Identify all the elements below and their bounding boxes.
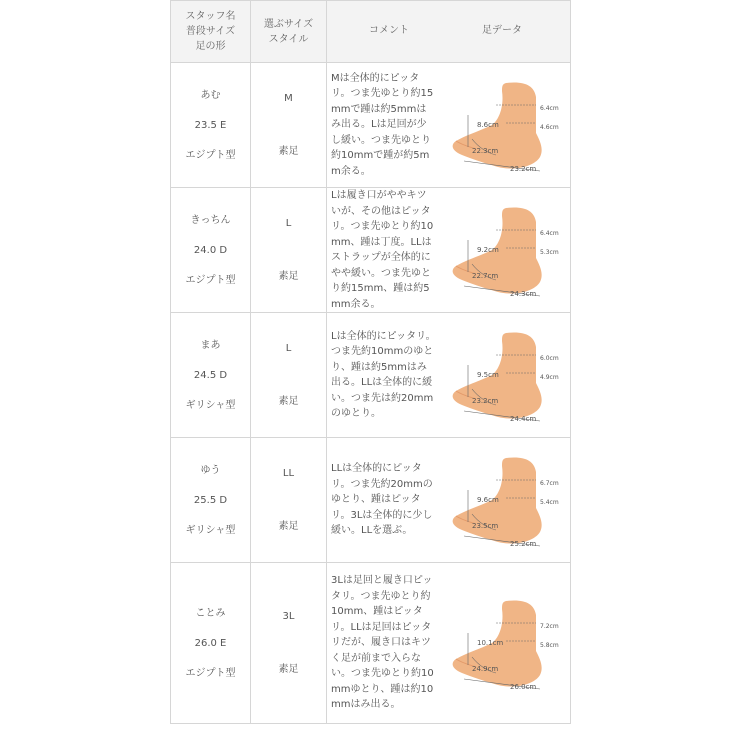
foot-length-value: 25.2cm [510, 540, 537, 548]
foot-height-value: 10.1cm [477, 639, 504, 647]
foot-toe-value: 6.0cm [540, 355, 559, 362]
staff-row [171, 313, 571, 438]
foot-instep-value: 4.6cm [540, 124, 559, 131]
usual-size: 25.5 D [193, 494, 228, 506]
usual-size: 24.0 D [193, 244, 228, 256]
foot-toe-value: 6.4cm [540, 105, 559, 112]
foot-shape: エジプト型 [185, 667, 236, 679]
style-label: 素足 [278, 396, 299, 407]
chosen-size: L [285, 218, 292, 229]
fit-comment: Lは全体的にピッタリ。つま先約10mmのゆとり、踵は約5mmはみ出る。LLは全体的に緩い。つま先は約20mmのゆとり。 [331, 330, 436, 419]
foot-width-value: 24.9cm [472, 665, 499, 673]
foot-width-value: 22.7cm [472, 272, 499, 280]
foot-instep-value: 5.4cm [540, 499, 559, 506]
foot-height-value: 8.6cm [477, 121, 499, 129]
fit-comment: Lは履き口がややキツいが、その他はピッタリ。つま先ゆとり約10mm、踵は丁度。LLはストラップが全体的にやや緩い。つま先ゆとり約15mm、踵は約5mm余る。 [331, 190, 434, 310]
staff-cell [171, 438, 251, 563]
foot-measure-diagram [436, 450, 570, 550]
foot-illustration [436, 200, 570, 300]
header-size-style: 選ぶサイズ スタイル [251, 1, 327, 63]
foot-illustration [436, 450, 570, 550]
table-header-row [171, 1, 571, 63]
style-label: 素足 [278, 271, 299, 282]
chosen-size: M [284, 93, 293, 104]
usual-size: 23.5 E [194, 119, 227, 131]
style-label: 素足 [278, 664, 299, 675]
header-foot-data: 足データ [482, 25, 522, 36]
size-cell [251, 188, 327, 313]
fit-comment: 3Lは足回と履き口ピッタリ。つま先ゆとり約10mm、踵はピッタリ。LLは足回はピッタリだが、履き口はキツく足が前まで入らない。つま先ゆとり約10mmゆとり、踵は約10mmはみ出る。 [331, 575, 434, 711]
usual-size: 26.0 E [194, 637, 227, 649]
comment-data-cell [327, 438, 571, 563]
foot-instep-value: 4.9cm [540, 374, 559, 381]
staff-cell [171, 313, 251, 438]
foot-toe-value: 6.4cm [540, 230, 559, 237]
header-comment: コメント [369, 25, 409, 36]
spacer [251, 121, 326, 129]
foot-width-value: 23.2cm [472, 397, 499, 405]
spacer [251, 246, 326, 254]
foot-shape: ギリシャ型 [185, 524, 236, 536]
usual-size: 24.5 D [193, 369, 228, 381]
size-cell [251, 313, 327, 438]
foot-width-value: 23.5cm [472, 522, 499, 530]
foot-instep-value: 5.3cm [540, 249, 559, 256]
chosen-size: LL [282, 468, 295, 479]
foot-fit-table [170, 0, 571, 724]
style-label: 素足 [278, 146, 299, 157]
staff-name: ゆう [200, 464, 221, 476]
fit-comment: LLは全体的にピッタリ。つま先約20mmのゆとり、踵はピッタリ。3Lは全体的に少し緩い。LLを選ぶ。 [331, 463, 433, 537]
foot-width-value: 22.3cm [472, 147, 499, 155]
foot-toe-value: 6.7cm [540, 480, 559, 487]
foot-length-value: 24.3cm [510, 290, 537, 298]
foot-length-value: 23.2cm [510, 165, 537, 173]
staff-cell [171, 63, 251, 188]
comment-data-cell [327, 63, 571, 188]
foot-measure-diagram [436, 325, 570, 425]
comment-data-cell [327, 188, 571, 313]
style-label: 素足 [278, 521, 299, 532]
size-cell [251, 563, 327, 724]
foot-measure-diagram [436, 200, 570, 300]
foot-height-value: 9.5cm [477, 371, 499, 379]
foot-measure-diagram [436, 75, 570, 175]
staff-name: きっちん [190, 214, 231, 226]
staff-cell [171, 188, 251, 313]
staff-row [171, 563, 571, 724]
size-cell [251, 63, 327, 188]
foot-length-value: 26.0cm [510, 683, 537, 691]
foot-shape: ギリシャ型 [185, 399, 236, 411]
header-comment-data [327, 1, 571, 63]
comment-data-cell [327, 313, 571, 438]
foot-length-value: 24.4cm [510, 415, 537, 423]
staff-row [171, 438, 571, 563]
foot-illustration [436, 75, 570, 175]
chosen-size: L [285, 343, 292, 354]
staff-row [171, 63, 571, 188]
foot-toe-value: 7.2cm [540, 623, 559, 630]
staff-cell [171, 563, 251, 724]
chosen-size: 3L [282, 611, 295, 622]
foot-illustration [436, 325, 570, 425]
spacer [251, 371, 326, 379]
size-cell [251, 438, 327, 563]
staff-name: まあ [200, 339, 221, 351]
foot-shape: エジプト型 [185, 149, 236, 161]
foot-illustration [436, 593, 570, 693]
staff-name: あむ [200, 89, 221, 101]
spacer [251, 639, 326, 647]
foot-height-value: 9.2cm [477, 246, 499, 254]
staff-name: ことみ [195, 607, 226, 619]
staff-row [171, 188, 571, 313]
spacer [251, 496, 326, 504]
header-staff: スタッフ名 普段サイズ 足の形 [171, 1, 251, 63]
fit-comment: Mは全体的にピッタリ。つま先ゆとり約15mmで踵は約5mmはみ出る。Lは足回が少し緩い。つま先ゆとり約10mmで踵が約5mm余る。 [331, 72, 434, 177]
comment-data-cell [327, 563, 571, 724]
foot-shape: エジプト型 [185, 274, 236, 286]
foot-instep-value: 5.8cm [540, 642, 559, 649]
foot-height-value: 9.6cm [477, 496, 499, 504]
foot-measure-diagram [436, 593, 570, 693]
